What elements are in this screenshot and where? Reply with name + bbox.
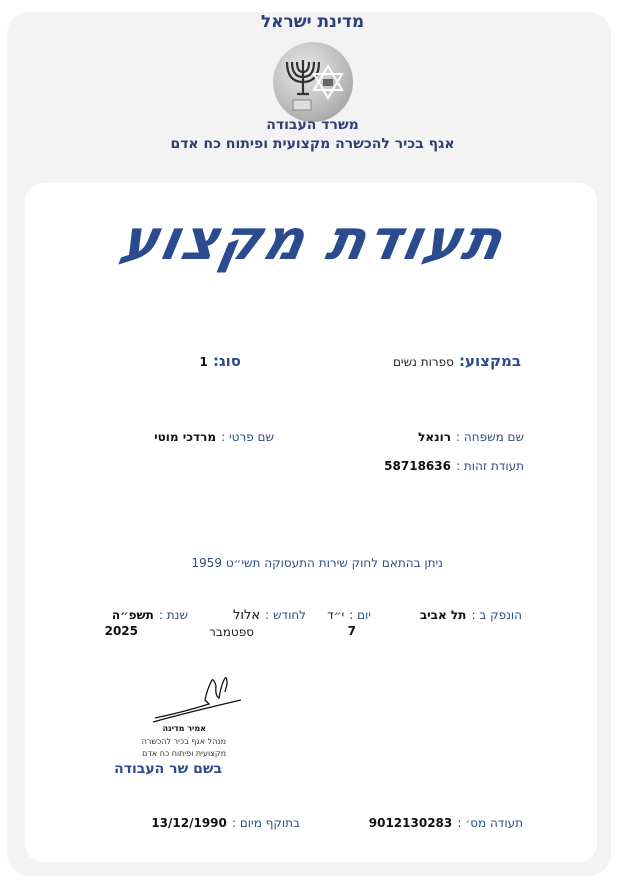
certificate-card <box>26 183 598 862</box>
month-field <box>234 604 307 623</box>
last-name-field <box>419 426 525 445</box>
first-name-label: שם פרטי : <box>222 430 275 444</box>
law-text: ניתן בהתאם לחוק שירות התעסוקה תשי״ט 1959 <box>192 556 444 570</box>
signer-name: אמיר מדינה <box>163 724 207 733</box>
profession-field <box>394 351 522 370</box>
month-label: לחודש : <box>266 608 307 622</box>
certificate-title: תעודת מקצוע <box>115 208 512 273</box>
year-label: שנת : <box>159 608 189 622</box>
signer-role-line1: מנהל אגף בכיר להכשרה <box>142 737 227 746</box>
year-gregorian: 2025 <box>105 624 139 638</box>
issued-in-field <box>421 604 523 623</box>
grade-field <box>201 351 243 370</box>
day-label: יום : <box>350 608 372 622</box>
day-field <box>328 604 372 623</box>
state-emblem-icon <box>274 42 354 122</box>
signer-role-line2: מקצועית ופיתוח כח אדם <box>143 749 227 758</box>
profession-label: במקצוע: <box>460 352 522 370</box>
id-field <box>385 455 525 474</box>
year-field <box>113 604 189 623</box>
grade-value: 1 <box>200 355 209 369</box>
first-name-value: מרדכי מוטי <box>155 430 218 444</box>
department-name: אגף בכיר להכשרה מקצועית ופיתוח כח אדם <box>171 136 456 152</box>
id-value: 58718636 <box>385 459 452 473</box>
profession-value: ספרות נשים <box>393 355 455 369</box>
day-hebrew: י״ד <box>328 608 346 622</box>
valid-from-value: 13/12/1990 <box>152 816 228 830</box>
certificate-number-field <box>370 812 524 831</box>
issued-in-label: הונפק ב : <box>472 608 523 622</box>
certificate-number-label: תעודה מס׳ : <box>458 816 524 830</box>
valid-from-label: בתוקף מיום : <box>232 816 301 830</box>
first-name-field <box>155 426 275 445</box>
id-label: תעודת זהות : <box>457 459 525 473</box>
signature-icon <box>150 672 245 727</box>
year-hebrew: תשפ״ה <box>112 608 155 622</box>
grade-label: סוג: <box>213 352 242 370</box>
last-name-value: רונאל <box>419 430 452 444</box>
month-hebrew: אלול <box>234 608 262 623</box>
on-behalf-text: בשם שר העבודה <box>115 761 223 777</box>
day-number: 7 <box>348 624 357 638</box>
valid-from-field <box>152 812 301 831</box>
issued-in-value: תל אביב <box>420 608 468 622</box>
state-name: מדינת ישראל <box>261 12 366 32</box>
certificate-number-value: 9012130283 <box>369 816 454 830</box>
last-name-label: שם משפחה : <box>457 430 525 444</box>
month-gregorian: ספטמבר <box>210 625 255 639</box>
ministry-name: משרד העבודה <box>267 117 360 133</box>
